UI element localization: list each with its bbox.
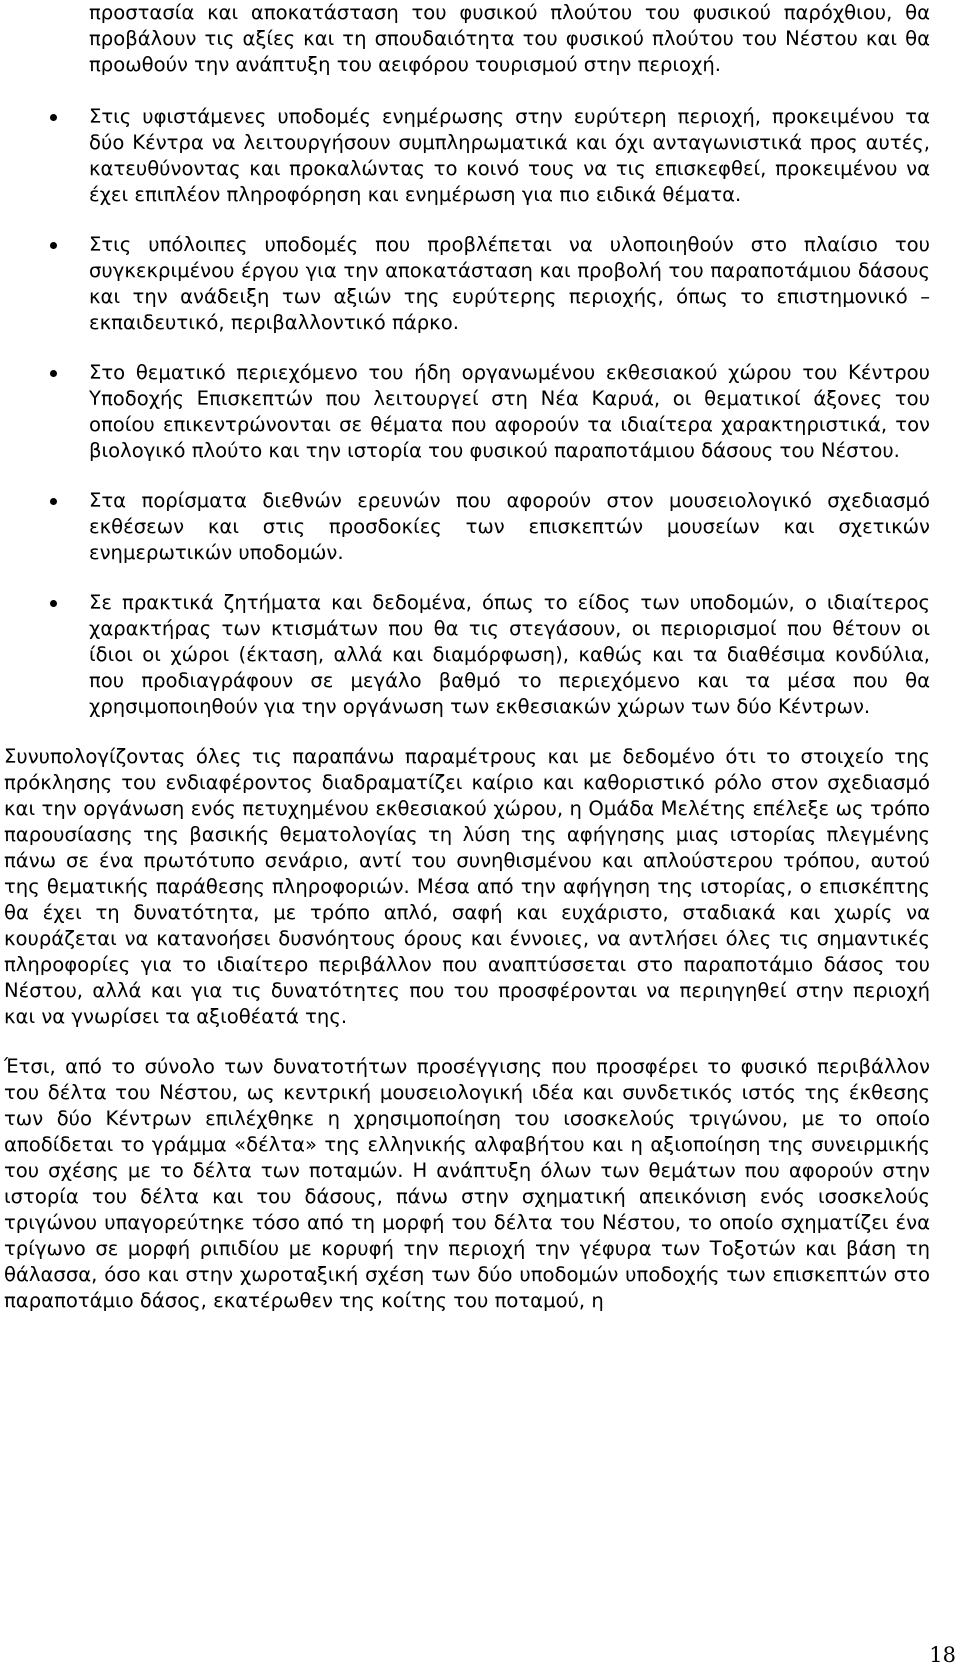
list-item-text: Σε πρακτικά ζητήματα και δεδομένα, όπως το είδος των υποδομών, ο ιδιαίτερος χαρακτήρας των κτισμάτων που θα τις στεγάσουν, οι περιορισμοί που θέτουν οι ίδιοι οι χώροι (έκταση, αλλά και διαμόρφωση), καθώς και τα διαθέσιμα κονδύλια, που προδιαγράφουν σε μεγάλο βαθμό το περιεχόμενο και τα μέσα που θα χρησιμοποιηθούν για την οργάνωση των εκθεσιακών χώρων των δύο Κέντρων. [89,591,930,718]
bullet-icon [50,242,57,249]
list-item [4,104,930,208]
bullet-icon [50,370,57,377]
list-item [4,232,930,336]
list-item [4,360,930,464]
document-page [4,0,930,1314]
list-item-text: Στο θεματικό περιεχόμενο του ήδη οργανωμένου εκθεσιακού χώρου του Κέντρου Υποδοχής Επισκεπτών που λειτουργεί στη Νέα Καρυά, οι θεματικοί άξονες του οποίου επικεντρώνονται σε θέματα που αφορούν τα ιδιαίτερα χαρακτηριστικά, τον βιολογικό πλούτο και την ιστορία του φυσικού παραποτάμιου δάσους του Νέστου. [89,361,930,462]
body-paragraph-2: Έτσι, από το σύνολο των δυνατοτήτων προσέγγισης που προσφέρει το φυσικό περιβάλλον του δέλτα του Νέστου, ως κεντρική μουσειολογική ιδέα και συνδετικός ιστός της έκθεσης των δύο Κέντρων επιλέχθηκε η χρησιμοποίηση του ισοσκελούς τριγώνου, με το οποίο αποδίδεται το γράμμα «δέλτα» της ελληνικής αλφαβήτου και η αξιοποίηση της συνειρμικής του σχέσης με το δέλτα των ποταμών. Η ανάπτυξη όλων των θεμάτων που αφορούν στην ιστορία του δέλτα και του δάσους, πάνω στην σχηματική απεικόνιση ενός ισοσκελούς τριγώνου υπαγορεύτηκε τόσο από τη μορφή του δέλτα του Νέστου, το οποίο σχηματίζει ένα τρίγωνο σε μορφή ριπιδίου με κορυφή την περιοχή την γέφυρα των Τοξοτών και βάση τη θάλασσα, όσο και στην χωροταξική σχέση των δύο υποδομών υποδοχής των επισκεπτών στο παραποτάμιο δάσος, εκατέρωθεν της κοίτης του ποταμού, η [4,1055,930,1312]
list-item [4,590,930,720]
list-item-text: Στις υφιστάμενες υποδομές ενημέρωσης στην ευρύτερη περιοχή, προκειμένου τα δύο Κέντρα να λειτουργήσουν συμπληρωματικά και όχι ανταγωνιστικά προς αυτές, κατευθύνοντας και προκαλώντας το κοινό τους να τις επισκεφθεί, προκειμένου να έχει επιπλέον πληροφόρηση και ενημέρωση για πιο ειδικά θέματα. [89,105,930,206]
body-paragraph-1: Συνυπολογίζοντας όλες τις παραπάνω παραμέτρους και με δεδομένο ότι το στοιχείο της πρόκλησης του ενδιαφέροντος διαδραματίζει καίριο και καθοριστικό ρόλο στον σχεδιασμό και την οργάνωση ενός πετυχημένου εκθεσιακού χώρου, η Ομάδα Μελέτης επέλεξε ως τρόπο παρουσίασης της βασικής θεματολογίας τη λύση της αφήγησης μιας ιστορίας πλεγμένης πάνω σε ένα πρωτότυπο σενάριο, αντί του συνηθισμένου και απλούστερου τρόπου, αυτού της θεματικής παράθεσης πληροφοριών. Μέσα από την αφήγηση της ιστορίας, ο επισκέπτης θα έχει τη δυνατότητα, με τρόπο απλό, σαφή και ευχάριστο, σταδιακά και χωρίς να κουράζεται να κατανοήσει δυσνόητους όρους και έννοιες, να αντλήσει όλες τις σημαντικές πληροφορίες για το ιδιαίτερο περιβάλλον που αναπτύσσεται στο παραποτάμιο δάσος του Νέστου, αλλά και για τις δυνατότητες που του προσφέρονται να περιηγηθεί στην περιοχή και να γνωρίσει τα αξιοθέατά της. [4,745,930,1028]
bullet-icon [50,600,57,607]
bullet-list [4,104,930,720]
bullet-icon [50,498,57,505]
page-number: 18 [929,1643,956,1667]
list-item-text: Στις υπόλοιπες υποδομές που προβλέπεται να υλοποιηθούν στο πλαίσιο του συγκεκριμένου έργου για την αποκατάσταση και προβολή του παραποτάμιου δάσους και την ανάδειξη των αξιών της ευρύτερης περιοχής, όπως το επιστημονικό – εκπαιδευτικό, περιβαλλοντικό πάρκο. [89,233,930,334]
list-item [4,488,930,566]
bullet-icon [50,114,57,121]
intro-continuation: προστασία και αποκατάσταση του φυσικού πλούτου του φυσικού παρόχθιου, θα προβάλουν τις αξίες και τη σπουδαιότητα του φυσικού πλούτου του Νέστου και θα προωθούν την ανάπτυξη του αειφόρου τουρισμού στην περιοχή. [89,1,930,76]
list-item-text: Στα πορίσματα διεθνών ερευνών που αφορούν στον μουσειολογικό σχεδιασμό εκθέσεων και στις προσδοκίες των επισκεπτών μουσείων και σχετικών ενημερωτικών υποδομών. [89,489,930,564]
